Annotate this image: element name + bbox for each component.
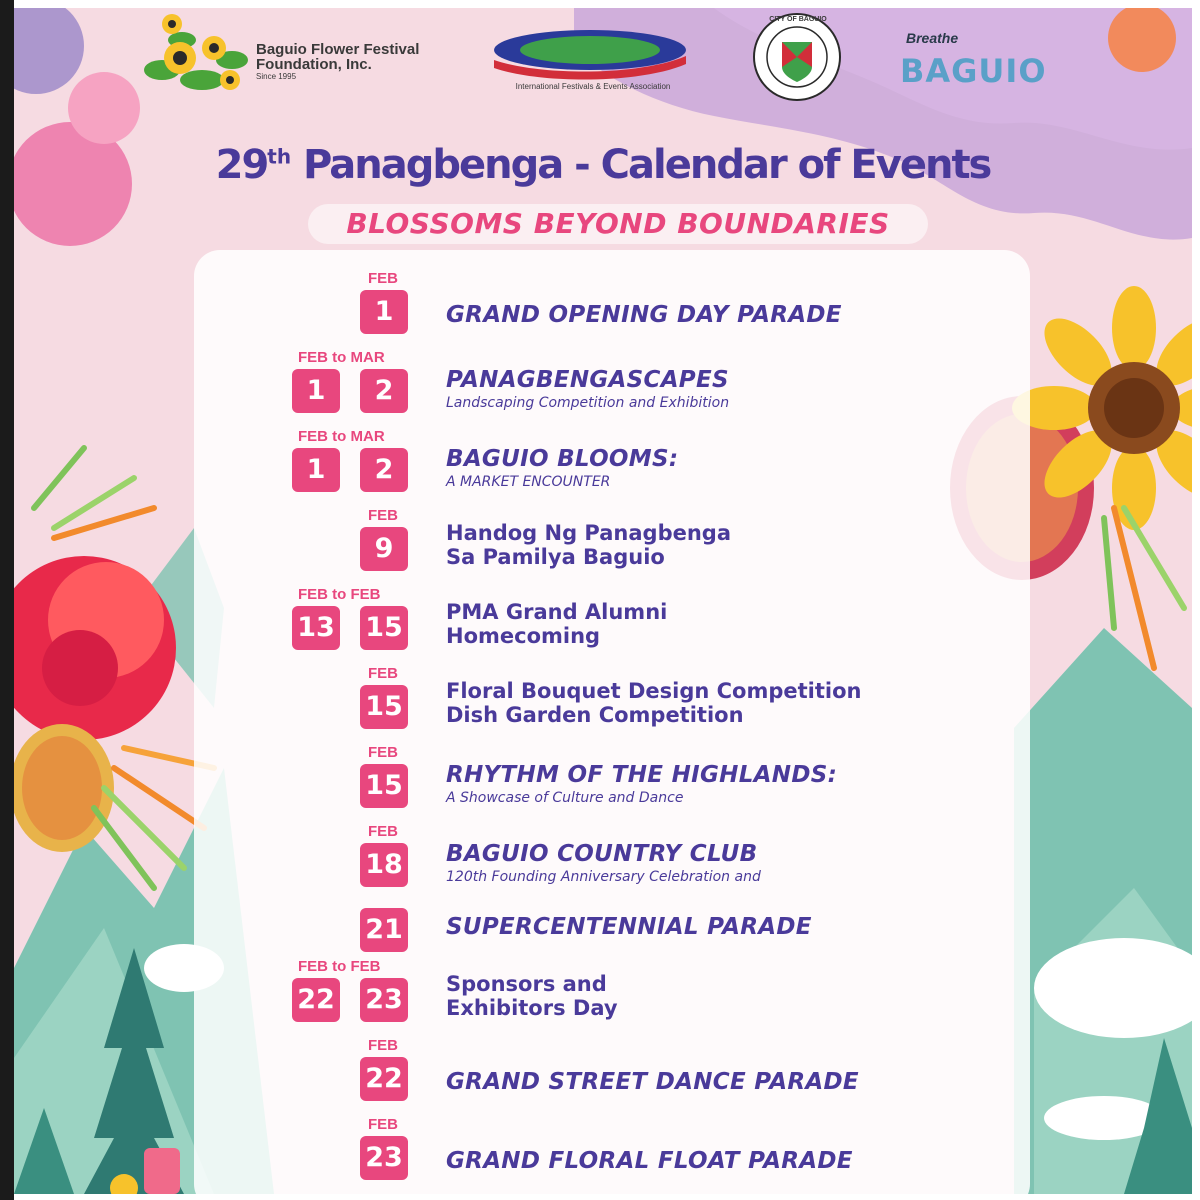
event-month-label: FEB to MAR xyxy=(298,349,385,366)
event-poster xyxy=(14,8,1192,1194)
event-title-line2: Sa Pamilya Baguio xyxy=(446,545,665,569)
event-title: GRAND STREET DANCE PARADE xyxy=(446,1069,859,1095)
event-title: RHYTHM OF THE HIGHLANDS: xyxy=(446,762,838,788)
event-row xyxy=(14,958,1192,1038)
foundation-name-line1: Baguio Flower Festival xyxy=(256,41,420,58)
event-row xyxy=(14,349,1192,429)
event-row xyxy=(14,1116,1192,1194)
event-day-box: 2 xyxy=(360,369,408,413)
event-day-box: 18 xyxy=(360,843,408,887)
breathe-baguio-logo: BAGUIO xyxy=(900,52,1047,90)
event-title-line2: Dish Garden Competition xyxy=(446,703,744,727)
event-month-label: FEB xyxy=(368,1116,398,1133)
event-title: BAGUIO COUNTRY CLUB xyxy=(446,841,758,867)
event-title: GRAND OPENING DAY PARADE xyxy=(446,302,842,328)
event-row xyxy=(14,1037,1192,1117)
event-day-box: 13 xyxy=(292,606,340,650)
event-title: Floral Bouquet Design Competition xyxy=(446,679,862,703)
event-title: PMA Grand Alumni xyxy=(446,600,668,624)
event-month-label: FEB to FEB xyxy=(298,958,381,975)
ifea-logo-icon xyxy=(480,26,700,86)
page-title: 29th Panagbenga - Calendar of Events xyxy=(215,142,991,188)
event-day-box: 1 xyxy=(292,448,340,492)
foundation-name xyxy=(256,42,419,82)
event-month-label: FEB xyxy=(368,270,398,287)
event-day-box: 1 xyxy=(292,369,340,413)
sunflower-logo-icon xyxy=(142,10,252,100)
event-title: GRAND FLORAL FLOAT PARADE xyxy=(446,1148,853,1174)
event-title: BAGUIO BLOOMS: xyxy=(446,446,679,472)
event-row xyxy=(14,428,1192,508)
event-day-box: 1 xyxy=(360,290,408,334)
event-subtitle: Landscaping Competition and Exhibition xyxy=(446,395,730,411)
event-day-box: 15 xyxy=(360,764,408,808)
event-month-label: FEB to FEB xyxy=(298,586,381,603)
event-title-line2: Homecoming xyxy=(446,624,601,648)
city-seal-icon xyxy=(752,12,842,102)
event-day-box: 15 xyxy=(360,685,408,729)
event-month-label: FEB to MAR xyxy=(298,428,385,445)
event-day-box: 2 xyxy=(360,448,408,492)
event-subtitle: A MARKET ENCOUNTER xyxy=(446,474,611,490)
page-subtitle: BLOSSOMS BEYOND BOUNDARIES xyxy=(308,204,928,244)
event-month-label: FEB xyxy=(368,744,398,761)
event-row xyxy=(14,665,1192,745)
event-row xyxy=(14,586,1192,666)
event-title: Handog Ng Panagbenga xyxy=(446,521,731,545)
breathe-small-text: Breathe xyxy=(906,30,959,46)
left-edge-bar xyxy=(0,0,14,1200)
event-day-box: 15 xyxy=(360,606,408,650)
event-title: PANAGBENGASCAPES xyxy=(446,367,729,393)
event-subtitle: A Showcase of Culture and Dance xyxy=(446,790,684,806)
event-day-box: 22 xyxy=(292,978,340,1022)
event-row xyxy=(14,270,1192,350)
event-month-label: FEB xyxy=(368,1037,398,1054)
event-title: Sponsors and xyxy=(446,972,607,996)
event-subtitle: 120th Founding Anniversary Celebration and xyxy=(446,869,761,885)
event-row xyxy=(14,888,1192,968)
sponsor-logos xyxy=(14,8,1192,118)
event-month-label: FEB xyxy=(368,665,398,682)
event-title-line2: Exhibitors Day xyxy=(446,996,618,1020)
foundation-since: Since 1995 xyxy=(256,72,297,81)
event-row xyxy=(14,744,1192,824)
event-month-label: FEB xyxy=(368,823,398,840)
event-row xyxy=(14,507,1192,587)
event-day-box: 23 xyxy=(360,1136,408,1180)
event-day-box: 23 xyxy=(360,978,408,1022)
foundation-name-line2: Foundation, Inc. xyxy=(256,56,372,73)
event-day-box: 21 xyxy=(360,908,408,952)
city-seal-label: CITY OF BAGUIO xyxy=(769,16,827,23)
event-day-box: 9 xyxy=(360,527,408,571)
ifea-caption: International Festivals & Events Association xyxy=(515,82,671,91)
event-day-box: 22 xyxy=(360,1057,408,1101)
event-month-label: FEB xyxy=(368,507,398,524)
event-title: SUPERCENTENNIAL PARADE xyxy=(446,914,812,940)
